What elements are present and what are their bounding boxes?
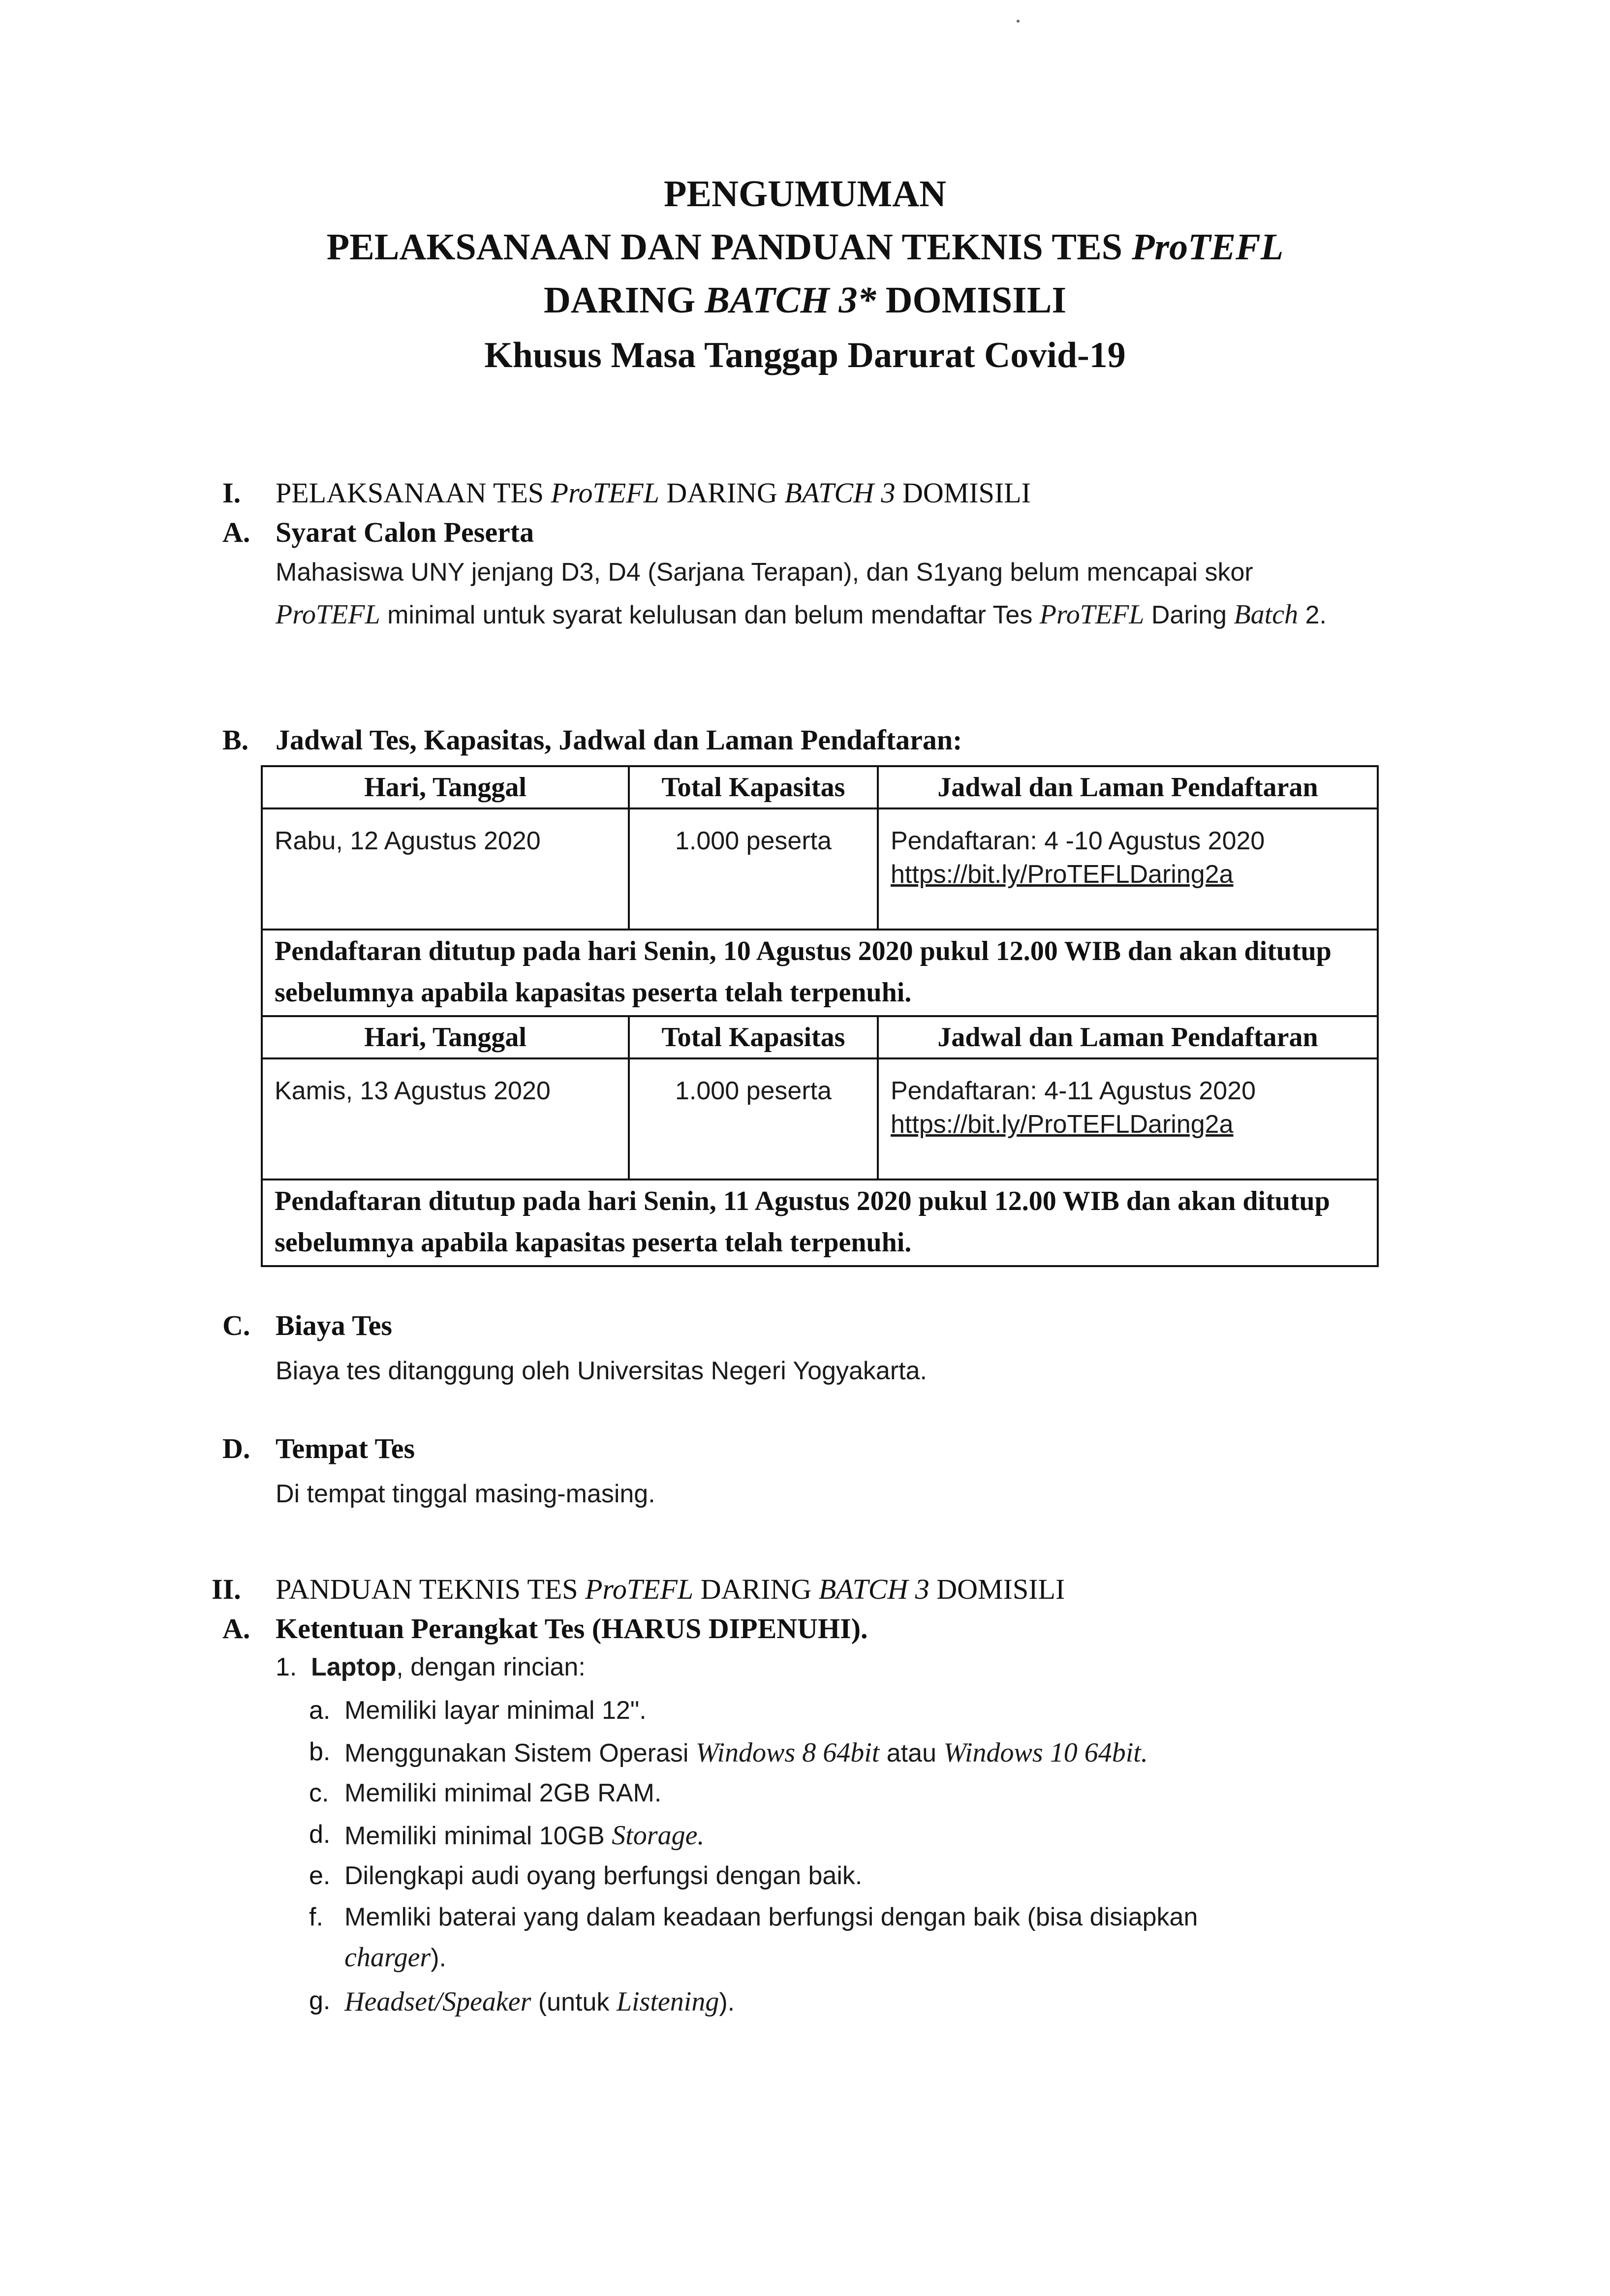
row1-capacity: 1.000 peserta <box>629 808 878 930</box>
title-line-2: PELAKSANAAN DAN PANDUAN TEKNIS TES ProTEFL <box>326 226 1284 268</box>
sub-c-letter: c. <box>309 1779 329 1807</box>
sub-f-continuation: charger). <box>344 1942 446 1973</box>
sub-d-letter: d. <box>309 1820 331 1849</box>
scan-dot <box>1017 20 1020 23</box>
row1-note: Pendaftaran ditutup pada hari Senin, 10 Agustus 2020 pukul 12.00 WIB dan akan ditutup sebelumnya apabila kapasitas peserta telah terpenuhi. <box>262 930 1378 1016</box>
row2-note: Pendaftaran ditutup pada hari Senin, 11 Agustus 2020 pukul 12.00 WIB dan akan ditutup sebelumnya apabila kapasitas peserta telah terpenuhi. <box>262 1179 1378 1266</box>
section-1c-title: Biaya Tes <box>276 1309 392 1341</box>
header-schedule: Jadwal dan Laman Pendaftaran <box>878 1016 1378 1058</box>
sub-f-letter: f. <box>309 1903 323 1931</box>
table-header-row <box>262 766 1378 808</box>
title-line-4: Khusus Masa Tanggap Darurat Covid-19 <box>484 335 1126 375</box>
title-line-1: PENGUMUMAN <box>663 173 947 215</box>
header-date: Hari, Tanggal <box>262 1016 629 1058</box>
table-row <box>262 1058 1378 1179</box>
section-1-heading: PELAKSANAAN TES ProTEFL DARING BATCH 3 DOMISILI <box>276 477 1031 509</box>
sub-c-text: Memiliki minimal 2GB RAM. <box>344 1779 662 1807</box>
row2-schedule <box>878 1058 1378 1179</box>
row1-registration-link[interactable]: https://bit.ly/ProTEFLDaring2a <box>891 860 1234 889</box>
row1-schedule <box>878 808 1378 930</box>
sub-g-text: Headset/Speaker (untuk Listening). <box>344 1986 735 2017</box>
section-1c-letter: C. <box>222 1309 250 1341</box>
section-1a-paragraph: Mahasiswa UNY jenjang D3, D4 (Sarjana Terapan), dan S1yang belum mencapai skor ProTEFL minimal untuk syarat kelulusan dan belum mendaftar Tes ProTEFL Daring Batch 2. <box>276 558 1327 630</box>
section-1c-text: Biaya tes ditanggung oleh Universitas Negeri Yogyakarta. <box>276 1357 927 1385</box>
sub-b-letter: b. <box>309 1738 331 1766</box>
sub-b-text: Menggunakan Sistem Operasi Windows 8 64bit atau Windows 10 64bit. <box>344 1738 1148 1768</box>
section-1d-letter: D. <box>222 1432 250 1464</box>
sub-a-letter: a. <box>309 1696 331 1725</box>
table-row <box>262 808 1378 930</box>
sub-g-letter: g. <box>309 1986 331 2015</box>
header-schedule: Jadwal dan Laman Pendaftaran <box>878 766 1378 808</box>
table-header-row <box>262 1016 1378 1058</box>
section-2-heading: PANDUAN TEKNIS TES ProTEFL DARING BATCH 3 DOMISILI <box>276 1573 1065 1605</box>
section-2-numeral: II. <box>212 1573 241 1605</box>
schedule-table <box>261 765 1379 1267</box>
row2-schedule-text: Pendaftaran: 4-11 Agustus 2020 <box>891 1077 1256 1105</box>
section-2a-letter: A. <box>222 1613 250 1644</box>
header-capacity: Total Kapasitas <box>629 1016 878 1058</box>
section-1a-letter: A. <box>222 516 250 548</box>
section-1b-title: Jadwal Tes, Kapasitas, Jadwal dan Laman Pendaftaran: <box>276 724 962 756</box>
section-1d-title: Tempat Tes <box>276 1432 415 1464</box>
section-1-numeral: I. <box>222 477 241 509</box>
item-1-text: Laptop, dengan rincian: <box>311 1653 586 1681</box>
section-1d-text: Di tempat tinggal masing-masing. <box>276 1480 655 1508</box>
row2-registration-link[interactable]: https://bit.ly/ProTEFLDaring2a <box>891 1110 1234 1139</box>
section-1a-title: Syarat Calon Peserta <box>276 516 534 548</box>
sub-e-text: Dilengkapi audi oyang berfungsi dengan baik. <box>344 1862 863 1890</box>
table-note-row <box>262 1179 1378 1266</box>
sub-d-text: Memiliki minimal 10GB Storage. <box>344 1820 705 1851</box>
row1-schedule-text: Pendaftaran: 4 -10 Agustus 2020 <box>891 827 1265 855</box>
item-1-number: 1. <box>276 1653 297 1681</box>
title-line-3: DARING BATCH 3* DOMISILI <box>543 279 1067 321</box>
section-1b-letter: B. <box>222 724 249 756</box>
row2-capacity: 1.000 peserta <box>629 1058 878 1179</box>
header-date: Hari, Tanggal <box>262 766 629 808</box>
sub-f-text: Memliki baterai yang dalam keadaan berfungsi dengan baik (bisa disiapkan <box>344 1903 1198 1931</box>
document-title <box>0 167 1610 382</box>
row2-date: Kamis, 13 Agustus 2020 <box>262 1058 629 1179</box>
table-note-row <box>262 930 1378 1016</box>
header-capacity: Total Kapasitas <box>629 766 878 808</box>
sub-a-text: Memiliki layar minimal 12". <box>344 1696 647 1725</box>
section-2a-title: Ketentuan Perangkat Tes (HARUS DIPENUHI). <box>276 1613 868 1644</box>
sub-e-letter: e. <box>309 1862 331 1890</box>
row1-date: Rabu, 12 Agustus 2020 <box>262 808 629 930</box>
